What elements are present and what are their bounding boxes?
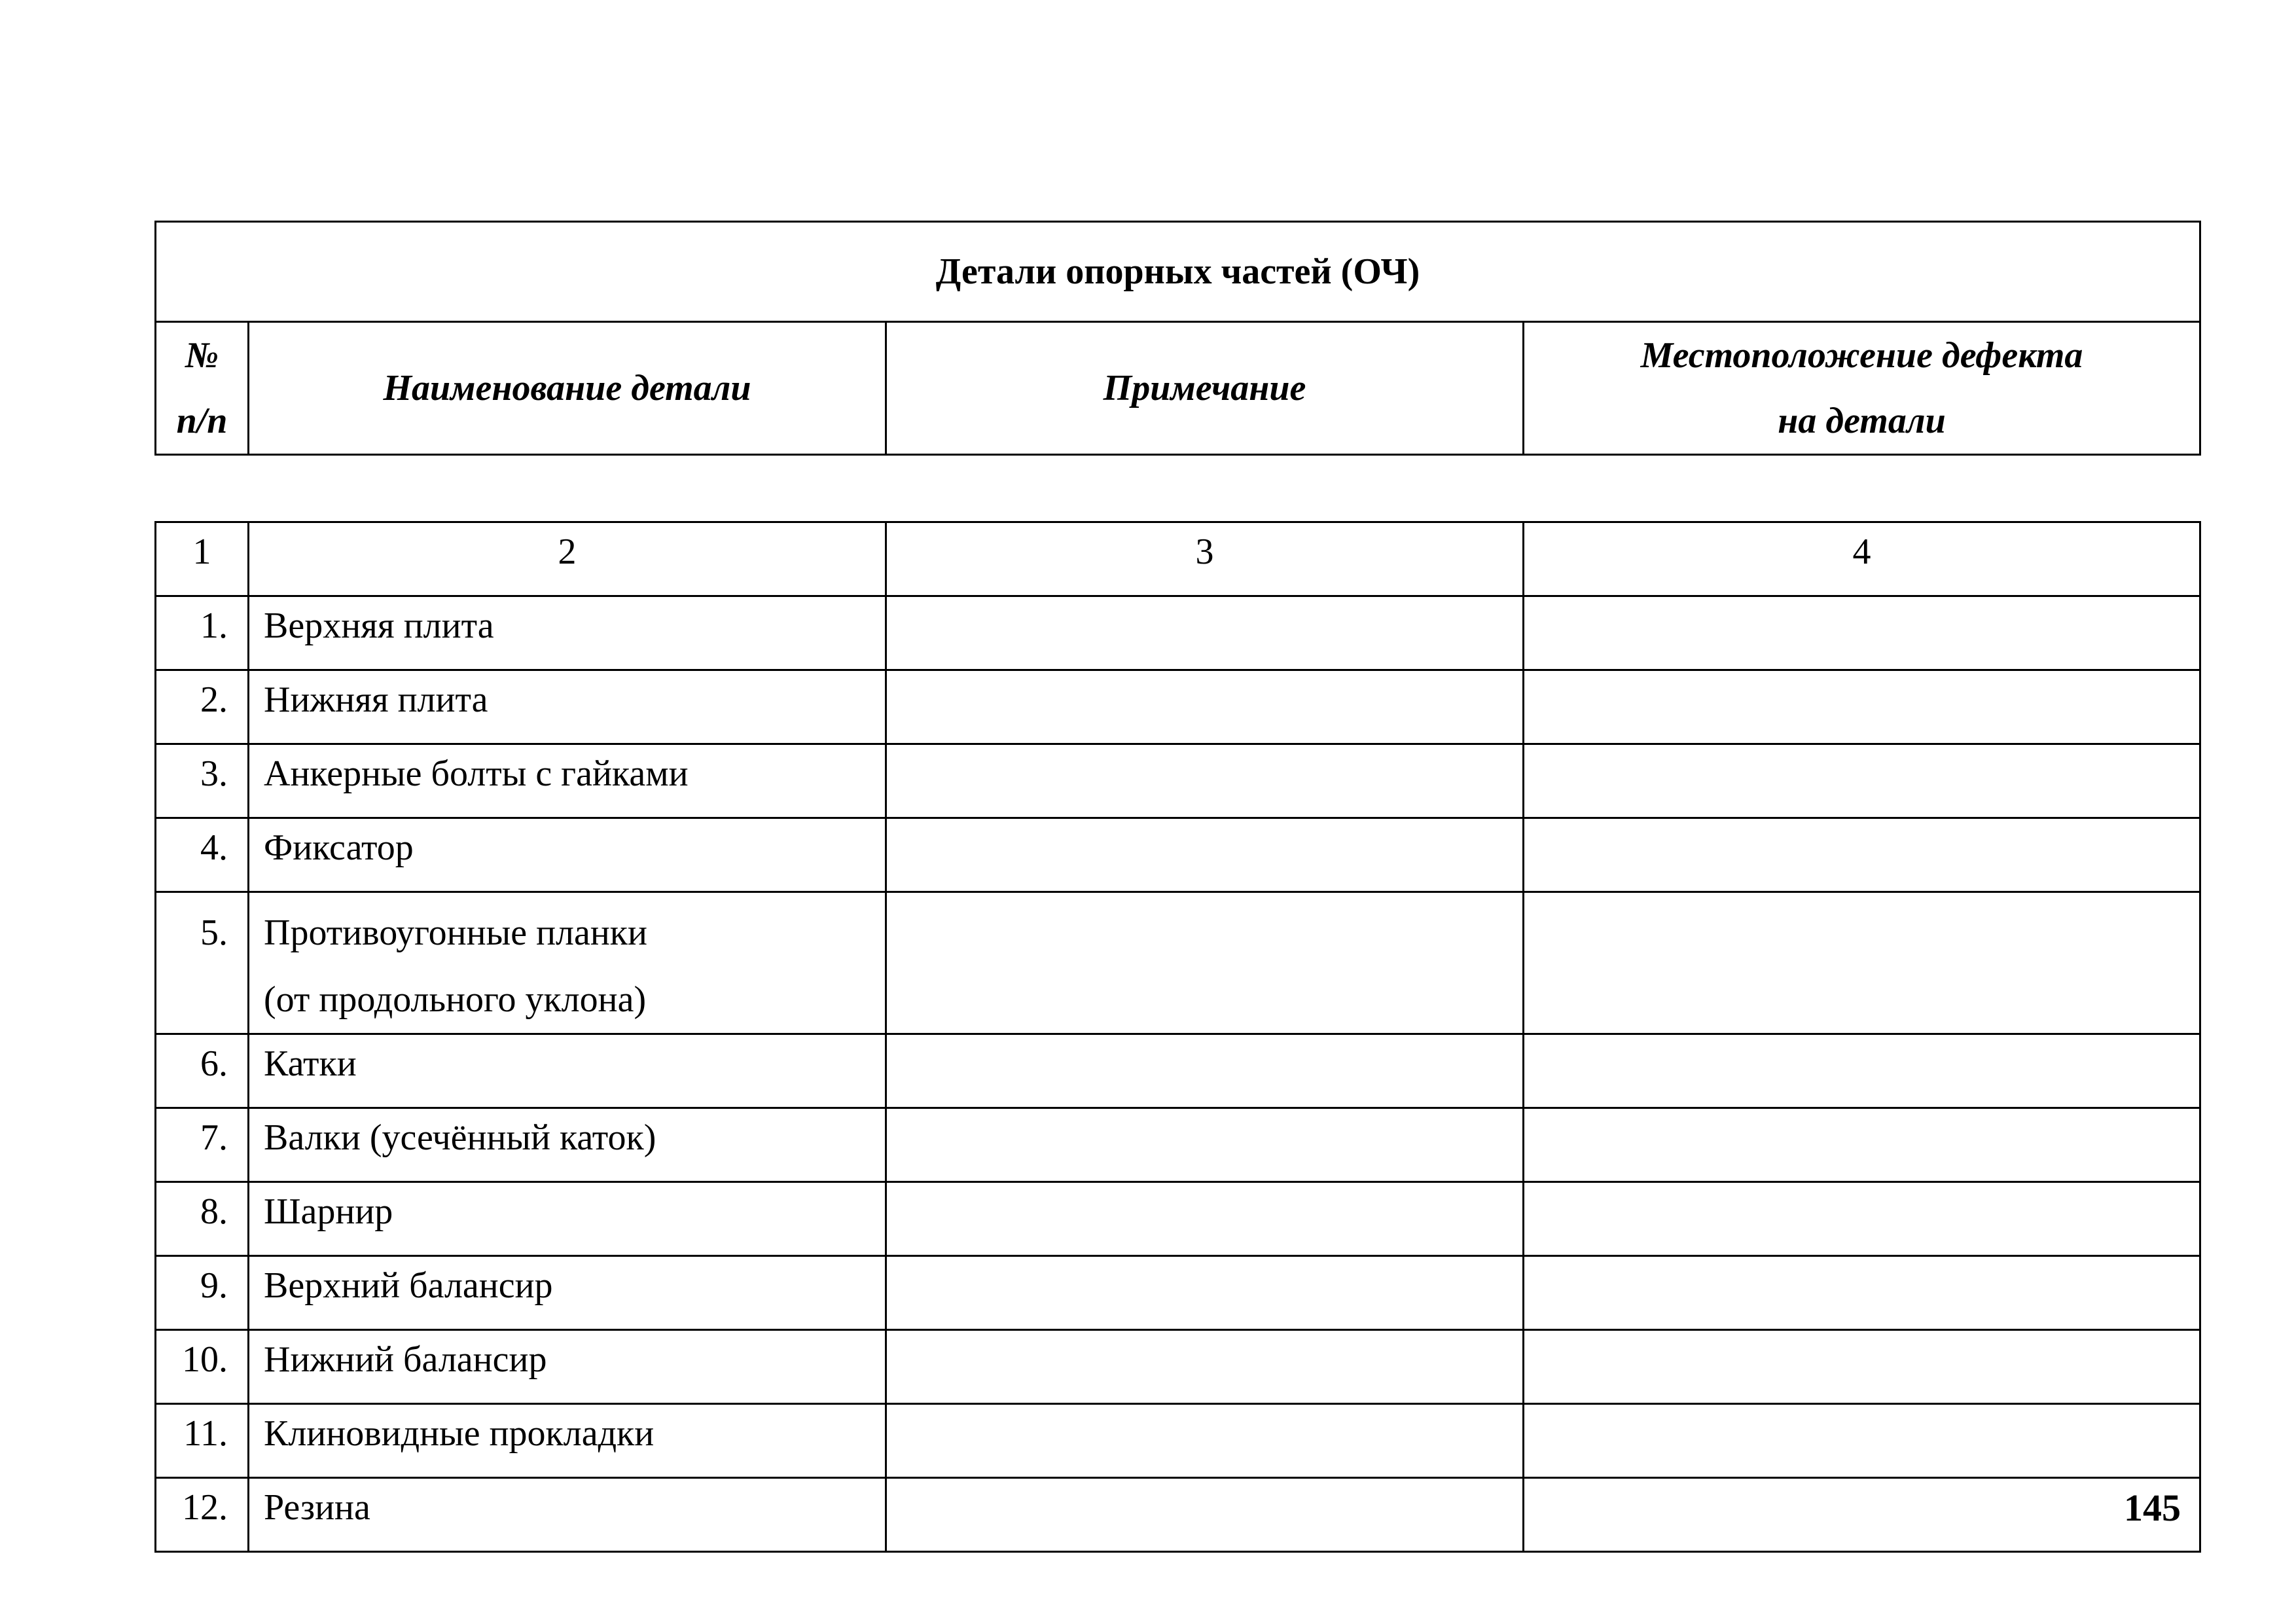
part-name bbox=[249, 670, 886, 744]
table-row bbox=[156, 1256, 2200, 1330]
row-number: 4. bbox=[156, 818, 249, 892]
note-cell bbox=[886, 1256, 1524, 1330]
note-cell bbox=[886, 818, 1524, 892]
note-cell bbox=[886, 892, 1524, 1034]
part-name-line: Катки bbox=[264, 1043, 357, 1084]
table-row bbox=[156, 818, 2200, 892]
note-cell bbox=[886, 744, 1524, 818]
part-name bbox=[249, 1108, 886, 1182]
header-table bbox=[154, 221, 2201, 456]
defect-location-cell bbox=[1524, 670, 2200, 744]
part-name-line: Противоугонные планки bbox=[264, 912, 647, 953]
part-name bbox=[249, 1034, 886, 1108]
part-name bbox=[249, 892, 886, 1034]
table-row bbox=[156, 1034, 2200, 1108]
part-name bbox=[249, 1182, 886, 1256]
table-row bbox=[156, 1108, 2200, 1182]
column-number-3: 3 bbox=[886, 522, 1524, 596]
header-defect-location-line-2: на детали bbox=[1778, 401, 1946, 441]
column-number-1: 1 bbox=[156, 522, 249, 596]
part-name bbox=[249, 1256, 886, 1330]
table-row bbox=[156, 1330, 2200, 1404]
part-name bbox=[249, 1478, 886, 1552]
header-note: Примечание bbox=[886, 322, 1524, 455]
defect-location-cell bbox=[1524, 892, 2200, 1034]
part-name bbox=[249, 1404, 886, 1478]
part-name-line: Верхняя плита bbox=[264, 605, 494, 646]
part-name-line: Резина bbox=[264, 1487, 370, 1528]
column-number-4: 4 bbox=[1524, 522, 2200, 596]
header-part-name: Наименование детали bbox=[249, 322, 886, 455]
note-cell bbox=[886, 1404, 1524, 1478]
defect-location-cell bbox=[1524, 1256, 2200, 1330]
table-row bbox=[156, 1404, 2200, 1478]
defect-location-cell bbox=[1524, 744, 2200, 818]
header-number-line-2: п/п bbox=[176, 401, 228, 441]
row-number: 8. bbox=[156, 1182, 249, 1256]
page-number: 145 bbox=[2124, 1487, 2181, 1529]
defect-location-cell bbox=[1524, 1108, 2200, 1182]
part-name-line: Нижний балансир bbox=[264, 1339, 547, 1380]
row-number: 12. bbox=[156, 1478, 249, 1552]
row-number: 5. bbox=[156, 892, 249, 1034]
table-row bbox=[156, 1478, 2200, 1552]
row-number: 10. bbox=[156, 1330, 249, 1404]
part-name bbox=[249, 744, 886, 818]
note-cell bbox=[886, 596, 1524, 670]
table-row bbox=[156, 670, 2200, 744]
part-name-line: Валки (усечённый каток) bbox=[264, 1117, 656, 1158]
row-number: 9. bbox=[156, 1256, 249, 1330]
defect-location-cell bbox=[1524, 1182, 2200, 1256]
part-name-line: Нижняя плита bbox=[264, 679, 488, 720]
defect-location-cell bbox=[1524, 1330, 2200, 1404]
note-cell bbox=[886, 1478, 1524, 1552]
table-row bbox=[156, 596, 2200, 670]
table-row bbox=[156, 892, 2200, 1034]
defect-location-cell bbox=[1524, 596, 2200, 670]
header-defect-location-line-1: Местоположение дефекта bbox=[1640, 335, 2083, 376]
part-name-line: Шарнир bbox=[264, 1191, 393, 1232]
part-name-line: Клиновидные прокладки bbox=[264, 1413, 655, 1454]
part-name bbox=[249, 1330, 886, 1404]
column-number-2: 2 bbox=[249, 522, 886, 596]
defect-location-cell bbox=[1524, 1034, 2200, 1108]
header-number-line-1: № bbox=[185, 335, 219, 376]
row-number: 6. bbox=[156, 1034, 249, 1108]
column-number-row bbox=[156, 522, 2200, 596]
detail-table bbox=[154, 521, 2201, 1553]
defect-location-cell bbox=[1524, 1404, 2200, 1478]
note-cell bbox=[886, 1330, 1524, 1404]
note-cell bbox=[886, 1182, 1524, 1256]
part-name-line: (от продольного уклона) bbox=[264, 979, 647, 1020]
row-number: 1. bbox=[156, 596, 249, 670]
row-number: 3. bbox=[156, 744, 249, 818]
defect-location-cell bbox=[1524, 818, 2200, 892]
note-cell bbox=[886, 1108, 1524, 1182]
part-name-line: Верхний балансир bbox=[264, 1265, 553, 1306]
row-number: 7. bbox=[156, 1108, 249, 1182]
row-number: 2. bbox=[156, 670, 249, 744]
table-row bbox=[156, 744, 2200, 818]
part-name-line: Анкерные болты с гайками bbox=[264, 753, 689, 794]
defect-location-cell bbox=[1524, 1478, 2200, 1552]
part-name bbox=[249, 596, 886, 670]
part-name bbox=[249, 818, 886, 892]
row-number: 11. bbox=[156, 1404, 249, 1478]
table-row bbox=[156, 1182, 2200, 1256]
part-name-line: Фиксатор bbox=[264, 827, 414, 868]
note-cell bbox=[886, 1034, 1524, 1108]
table-title: Детали опорных частей (ОЧ) bbox=[156, 222, 2200, 322]
header-number bbox=[156, 322, 249, 455]
header-defect-location bbox=[1524, 322, 2200, 455]
note-cell bbox=[886, 670, 1524, 744]
